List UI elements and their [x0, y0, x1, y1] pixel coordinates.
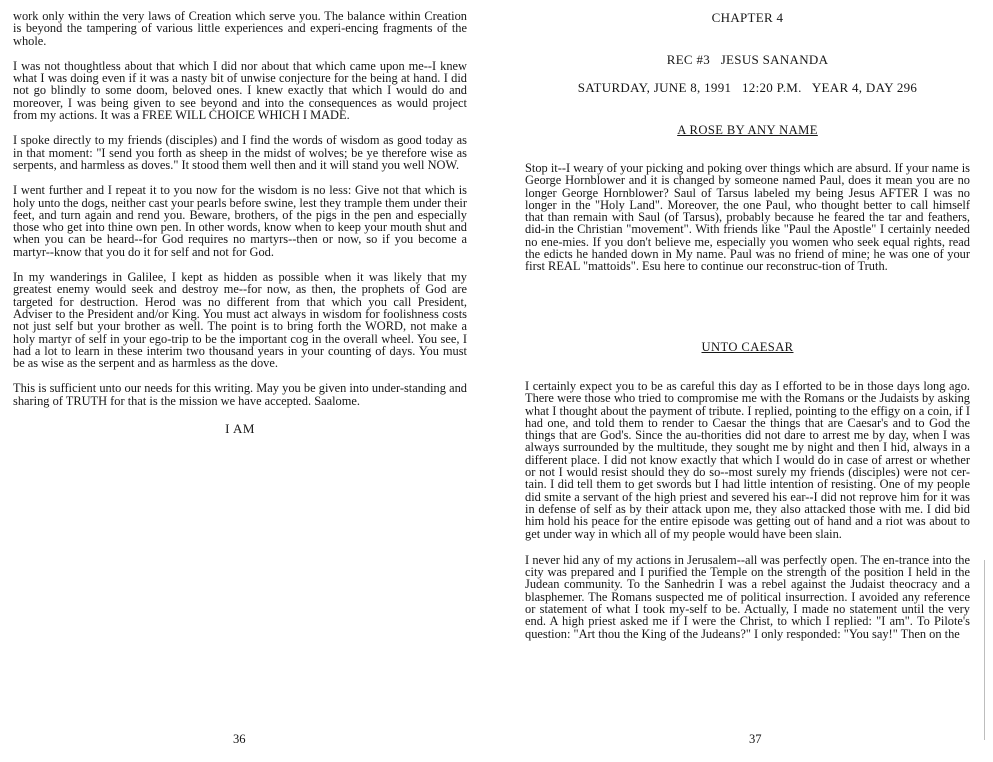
date-line: SATURDAY, JUNE 8, 1991 12:20 P.M. YEAR 4, DAY 296 [577, 80, 918, 95]
paragraph: I was not thoughtless about that which I did nor about that which came upon me--I knew what I was doing even if it was a nasty bit of unwise conjecture for the being at hand. I did not go blindly to some doom, beloved ones. I knew exactly that which I would do and moreover, I was being given to see beyond and into the consequences as would project from my actions. It was a FREE WILL CHOICE WHICH I MADE. [13, 58, 467, 123]
section-heading-text: A ROSE BY ANY NAME [677, 123, 818, 137]
signature: I AM [225, 421, 255, 437]
paragraph: I certainly expect you to be as careful this day as I efforted to be in those days long ago. There were those who tried to compromise me with the Romans or the Judaists by asking what I thought about the payment of tribute. I replied, pointing to the effigy on a coin, if I had one, and told them to render to Caesar the things that are Caesar's and to God the things that are God's. Since the au-thorities did not dare to arrest me by day, when I was always surrounded by the multitude, they sought me by night and then I hid, always in a different place. I did not know exactly that which I would do in case of arrest or whether or not I would resist should they do so--most surely my friends (disciples) were not cer-tain. I did tell them to get swords but I had little intention of resisting. One of my people did smite a servant of the high priest and severed his ear--I did not reprove him for it was in defense of self as by their attack upon me, they also attacked those with me. I did bid him hold his peace for the entire episode was getting out of hand and a riot was about to get under way in which all of my people would have been slain. [525, 379, 970, 541]
section-body [525, 162, 970, 284]
right-page [496, 0, 993, 762]
paragraph: I went further and I repeat it to you now for the wisdom is no less: Give not that which is holy unto the dogs, neither cast your pearls before swine, lest they trample them under their feet, and turn again and rend you. Beware, brothers, of the pigs in the pen and especially those who get into thine own pen. In other words, know when to keep your mouth shut and when you can be heard--for God requires no martyrs--then or now, so if you become a martyr--know that you do it for self and not for God. [13, 183, 467, 259]
paragraph: I spoke directly to my friends (disciples) and I find the words of wisdom as good today as in that moment: "I send you forth as sheep in the midst of wolves; be ye therefore wise as serpents, and harmless as doves." It stood them well then and it will stand you well NOW. [13, 133, 467, 172]
section-body [525, 380, 970, 651]
paragraph: This is sufficient unto our needs for this writing. May you be given into under-standing and sharing of TRUTH for that is the mission we have accepted. Saalome. [13, 381, 467, 408]
chapter-heading: CHAPTER 4 [711, 10, 784, 25]
section-heading [525, 123, 970, 138]
paragraph: Stop it--I weary of your picking and poking over things which are absurd. If your name is George Hornblower and it is changed by someone named Paul, does it mean you are no longer George Hornblower? Saul of Tarsus labeled my being Jesus AFTER I was no longer in the "Holy Land". Moreover, the one Paul, who thought better to call himself that than remain with Saul (of Tarsus), probably because he feared the tar and feathers, did-in the Christian "movement". With friends like "Paul the Apostle" I certainly needed no ene-mies. If you don't believe me, especially you women who seek equal rights, read the edicts he handed down in My name. Paul was no friend of mine; he was one of your first REAL "mattoids". Esu here to continue our reconstruc-tion of Truth. [525, 161, 970, 274]
page-number: 37 [749, 732, 762, 746]
record-line: REC #3 JESUS SANANDA [666, 52, 829, 67]
page-edge [984, 560, 985, 740]
section-heading-text: UNTO CAESAR [701, 340, 794, 354]
page-number: 36 [233, 732, 246, 746]
left-page-body [13, 10, 467, 435]
paragraph: work only within the very laws of Creation which serve you. The balance within Creation is beyond the tampering of various little experiences and experi-encing fragments of the whole. [13, 9, 467, 48]
left-page [0, 0, 496, 762]
section-heading [525, 340, 970, 355]
paragraph: In my wanderings in Galilee, I kept as hidden as possible when it was likely that my greatest enemy would seek and destroy me--for now, as then, the prophets of God are targeted for destruction. Herod was no different from that which you call President, Adviser to the President and/or King. You must act always in wisdom for foolishness costs not just self but your brother as well. The point is to bring forth the WORD, not make a holy martyr of self in your ego-trip to be the important cog in the overall wheel. You see, I had a lot to learn in these interim two thousand years in your counting of days. You must be as wise as the serpent and as harmless as the dove. [13, 270, 467, 371]
paragraph: I never hid any of my actions in Jerusalem--all was perfectly open. The en-trance into the city was prepared and I purified the Temple on the strength of the position I held in the Judean community. To the Sanhedrin I was a rebel against the Judaist theocracy and a blasphemer. The Romans suspected me of political insurrection. I avoided any reference or statement of what I took my-self to be. Actually, I made no statement until the very end. A high priest asked me if I were the Christ, to which I replied: "I am". To Pilote's question: "Art thou the King of the Judeans?" I only responded: "You say!" Then on the [525, 552, 970, 641]
